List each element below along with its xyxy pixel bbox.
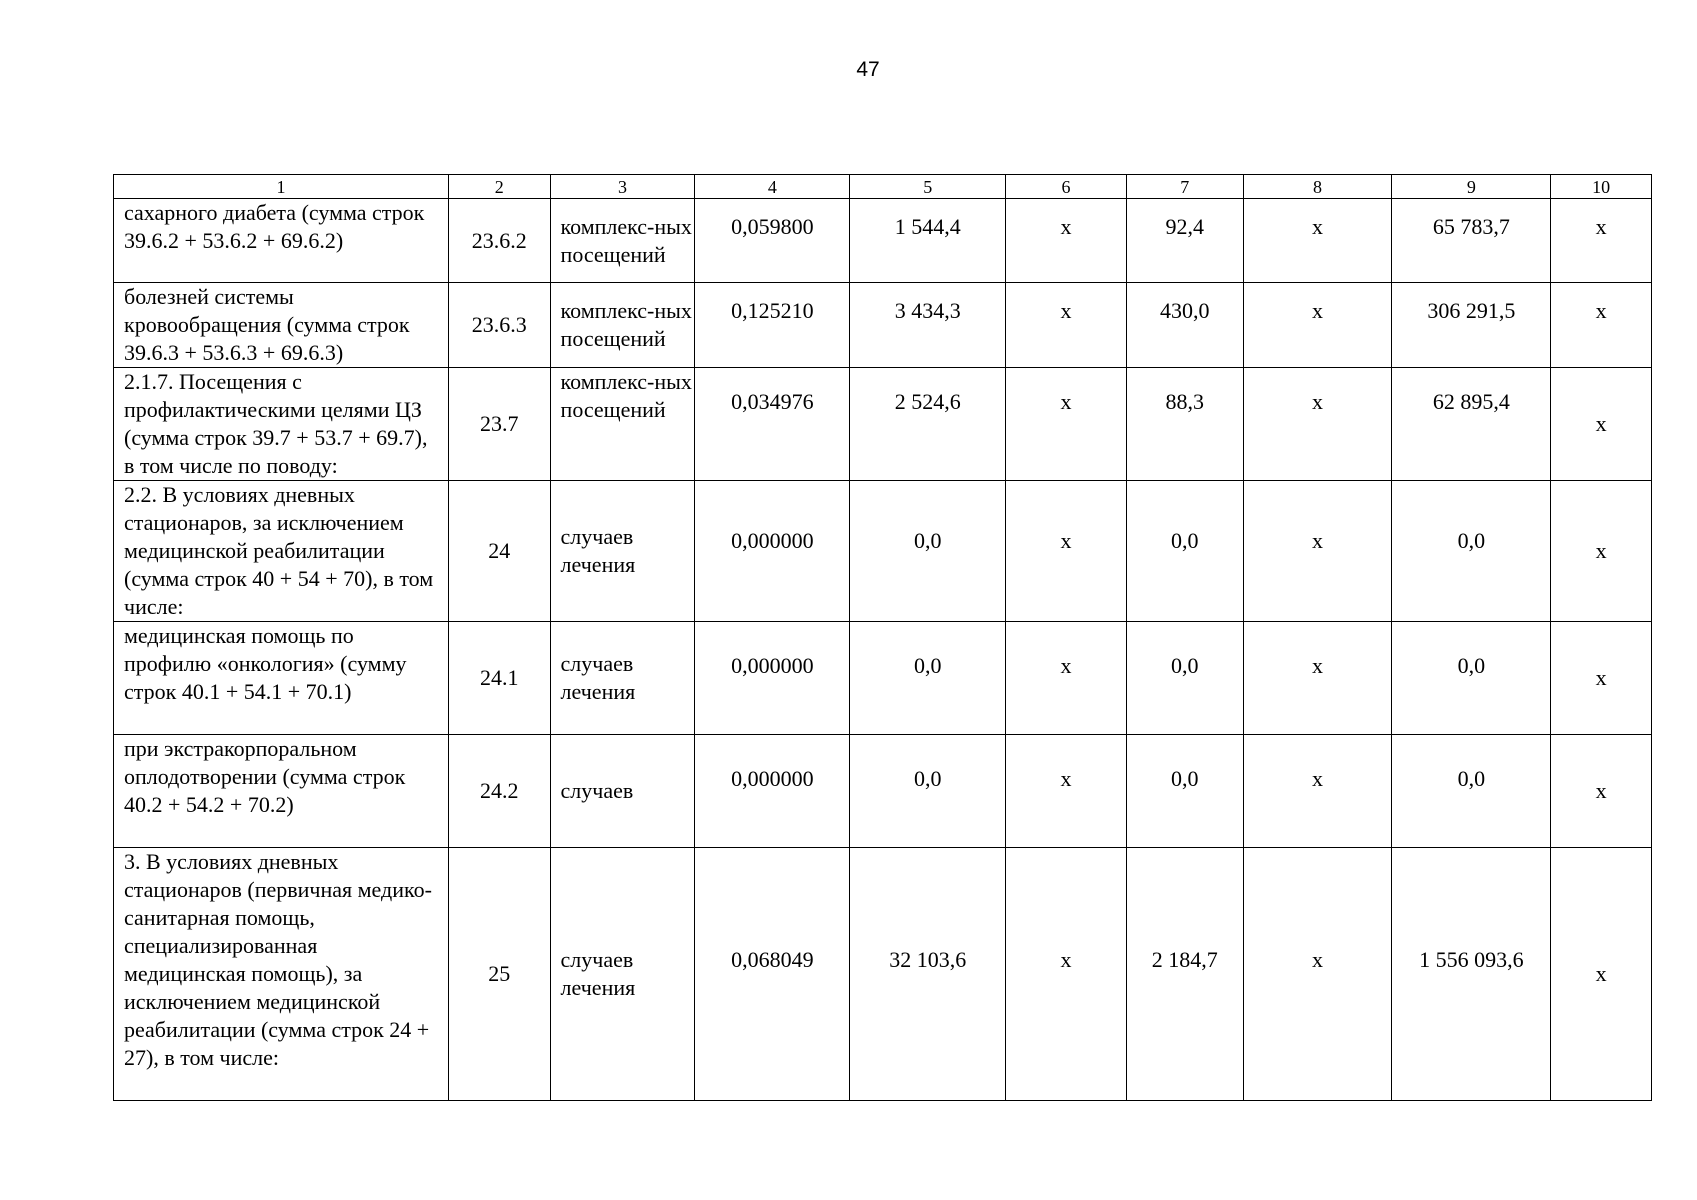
cell-col4: 0,068049 — [695, 848, 850, 1101]
cell-col7: 92,4 — [1126, 199, 1243, 283]
row-unit: случаев лечения — [550, 481, 695, 622]
header-cell: 9 — [1392, 175, 1551, 199]
table-row — [114, 368, 1652, 481]
cell-col6: х — [1006, 481, 1127, 622]
cell-col7: 430,0 — [1126, 283, 1243, 368]
cell-col10: х — [1551, 368, 1652, 481]
data-table — [113, 174, 1652, 1101]
table-row — [114, 848, 1652, 1101]
row-unit: комплекс-ных посещений — [550, 368, 695, 481]
header-cell: 8 — [1243, 175, 1392, 199]
header-cell: 5 — [850, 175, 1006, 199]
cell-col6: х — [1006, 199, 1127, 283]
cell-col7: 0,0 — [1126, 622, 1243, 735]
cell-col4: 0,059800 — [695, 199, 850, 283]
row-name: 2.2. В условиях дневных стационаров, за исключением медицинской реабилитации (сумма строк 40 + 54 + 70), в том числе: — [114, 481, 449, 622]
row-code: 23.7 — [448, 368, 550, 481]
cell-col7: 0,0 — [1126, 735, 1243, 848]
cell-col9: 0,0 — [1392, 481, 1551, 622]
cell-col7: 2 184,7 — [1126, 848, 1243, 1101]
cell-col7: 88,3 — [1126, 368, 1243, 481]
row-name: 2.1.7. Посещения с профилактическими целями ЦЗ (сумма строк 39.7 + 53.7 + 69.7), в том числе по поводу: — [114, 368, 449, 481]
cell-col10: х — [1551, 199, 1652, 283]
cell-col8: х — [1243, 735, 1392, 848]
cell-col4: 0,000000 — [695, 735, 850, 848]
header-cell: 2 — [448, 175, 550, 199]
header-cell: 10 — [1551, 175, 1652, 199]
header-row — [114, 175, 1652, 199]
row-name: болезней системы кровообращения (сумма строк 39.6.3 + 53.6.3 + 69.6.3) — [114, 283, 449, 368]
row-unit: комплекс-ных посещений — [550, 199, 695, 283]
cell-col9: 0,0 — [1392, 735, 1551, 848]
row-name: сахарного диабета (сумма строк 39.6.2 + 53.6.2 + 69.6.2) — [114, 199, 449, 283]
cell-col10: х — [1551, 283, 1652, 368]
header-cell: 6 — [1006, 175, 1127, 199]
table-row — [114, 199, 1652, 283]
cell-col5: 32 103,6 — [850, 848, 1006, 1101]
cell-col5: 0,0 — [850, 735, 1006, 848]
cell-col8: х — [1243, 622, 1392, 735]
cell-col5: 0,0 — [850, 481, 1006, 622]
row-unit: случаев лечения — [550, 848, 695, 1101]
table-row — [114, 283, 1652, 368]
cell-col4: 0,000000 — [695, 622, 850, 735]
row-code: 23.6.3 — [448, 283, 550, 368]
cell-col9: 306 291,5 — [1392, 283, 1551, 368]
cell-col6: х — [1006, 368, 1127, 481]
cell-col8: х — [1243, 199, 1392, 283]
cell-col4: 0,034976 — [695, 368, 850, 481]
cell-col6: х — [1006, 735, 1127, 848]
cell-col5: 2 524,6 — [850, 368, 1006, 481]
row-unit: случаев — [550, 735, 695, 848]
cell-col9: 1 556 093,6 — [1392, 848, 1551, 1101]
table-row — [114, 481, 1652, 622]
row-code: 24.2 — [448, 735, 550, 848]
cell-col5: 3 434,3 — [850, 283, 1006, 368]
page-number: 47 — [856, 58, 880, 81]
cell-col9: 65 783,7 — [1392, 199, 1551, 283]
cell-col7: 0,0 — [1126, 481, 1243, 622]
cell-col4: 0,000000 — [695, 481, 850, 622]
cell-col10: х — [1551, 735, 1652, 848]
header-cell: 3 — [550, 175, 695, 199]
cell-col8: х — [1243, 368, 1392, 481]
cell-col10: х — [1551, 481, 1652, 622]
cell-col10: х — [1551, 622, 1652, 735]
cell-col9: 62 895,4 — [1392, 368, 1551, 481]
header-cell: 1 — [114, 175, 449, 199]
row-code: 24.1 — [448, 622, 550, 735]
header-cell: 7 — [1126, 175, 1243, 199]
row-name: 3. В условиях дневных стационаров (первичная медико-санитарная помощь, специализированная медицинская помощь), за исключением медицинской реабилитации (сумма строк 24 + 27), в том числе: — [114, 848, 449, 1101]
cell-col5: 1 544,4 — [850, 199, 1006, 283]
cell-col5: 0,0 — [850, 622, 1006, 735]
row-unit: случаев лечения — [550, 622, 695, 735]
cell-col8: х — [1243, 848, 1392, 1101]
row-code: 25 — [448, 848, 550, 1101]
row-code: 24 — [448, 481, 550, 622]
cell-col8: х — [1243, 283, 1392, 368]
table-row — [114, 622, 1652, 735]
row-name: медицинская помощь по профилю «онкология» (сумму строк 40.1 + 54.1 + 70.1) — [114, 622, 449, 735]
table-row — [114, 735, 1652, 848]
cell-col6: х — [1006, 622, 1127, 735]
row-name: при экстракорпоральном оплодотворении (сумма строк 40.2 + 54.2 + 70.2) — [114, 735, 449, 848]
cell-col6: х — [1006, 283, 1127, 368]
row-unit: комплекс-ных посещений — [550, 283, 695, 368]
cell-col4: 0,125210 — [695, 283, 850, 368]
row-code: 23.6.2 — [448, 199, 550, 283]
cell-col10: х — [1551, 848, 1652, 1101]
cell-col6: х — [1006, 848, 1127, 1101]
cell-col8: х — [1243, 481, 1392, 622]
cell-col9: 0,0 — [1392, 622, 1551, 735]
header-cell: 4 — [695, 175, 850, 199]
